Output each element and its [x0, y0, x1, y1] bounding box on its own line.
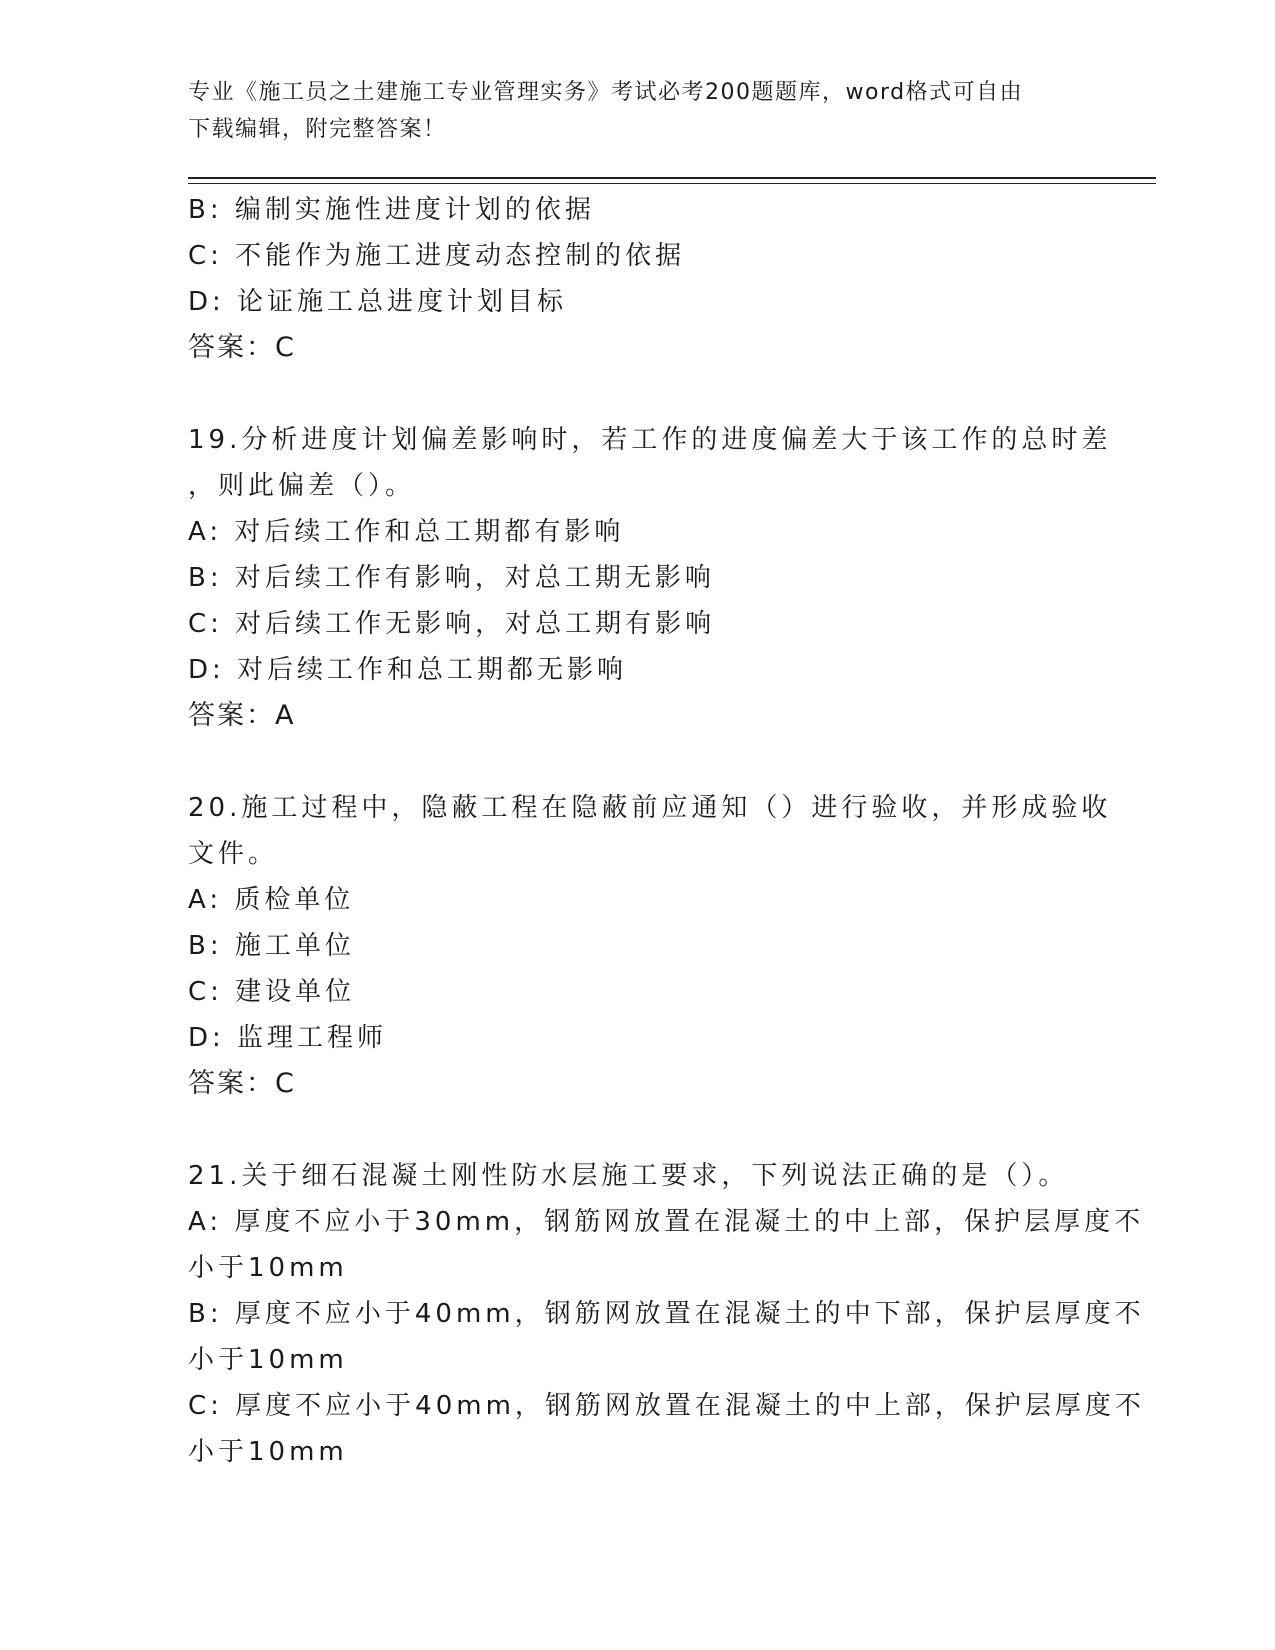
q20-option-a: A: 质检单位: [188, 885, 355, 915]
header-rule-thick: [188, 177, 1156, 179]
header-line-2: 下载编辑，附完整答案！: [188, 117, 447, 142]
q20-option-b: B: 施工单位: [188, 931, 355, 961]
q19-stem-line-2: ，则此偏差（）。: [188, 471, 416, 501]
q21-option-a-line-1: A: 厚度不应小于30mm，钢筋网放置在混凝土的中上部，保护层厚度不: [188, 1207, 1145, 1237]
q19-stem-line-1: 19.分析进度计划偏差影响时，若工作的进度偏差大于该工作的总时差: [188, 425, 1112, 455]
q20-stem-line-1: 20.施工过程中，隐蔽工程在隐蔽前应通知（）进行验收，并形成验收: [188, 793, 1112, 823]
prev-option-c: C: 不能作为施工进度动态控制的依据: [188, 241, 686, 271]
header-rule-thin: [188, 183, 1156, 184]
q21-option-c-line-1: C: 厚度不应小于40mm，钢筋网放置在混凝土的中上部，保护层厚度不: [188, 1391, 1145, 1421]
q21-option-c-line-2: 小于10mm: [188, 1437, 348, 1467]
document-header: [188, 74, 1088, 148]
q21-option-b-line-1: B: 厚度不应小于40mm，钢筋网放置在混凝土的中下部，保护层厚度不: [188, 1299, 1145, 1329]
q19-answer: 答案：A: [188, 700, 296, 731]
q19-option-d: D: 对后续工作和总工期都无影响: [188, 655, 628, 685]
spacer: [188, 739, 1088, 785]
q20-option-d: D: 监理工程师: [188, 1023, 388, 1053]
q19-option-b: B: 对后续工作有影响，对总工期无影响: [188, 563, 715, 593]
q21-option-a-line-2: 小于10mm: [188, 1253, 348, 1283]
header-line-1: 专业《施工员之土建施工专业管理实务》考试必考200题题库，word格式可自由: [188, 80, 1024, 105]
q20-stem-line-2: 文件。: [188, 839, 279, 869]
prev-answer: 答案：C: [188, 332, 296, 363]
prev-option-b: B: 编制实施性进度计划的依据: [188, 195, 595, 225]
q21-option-b-line-2: 小于10mm: [188, 1345, 348, 1375]
q20-option-c: C: 建设单位: [188, 977, 356, 1007]
q19-option-a: A: 对后续工作和总工期都有影响: [188, 517, 625, 547]
question-content: [188, 187, 1145, 1475]
spacer: [188, 371, 1088, 417]
prev-option-d: D: 论证施工总进度计划目标: [188, 287, 568, 317]
q20-answer: 答案：C: [188, 1068, 296, 1099]
spacer: [188, 1107, 1088, 1153]
q21-stem: 21.关于细石混凝土刚性防水层施工要求，下列说法正确的是（）。: [188, 1161, 1069, 1191]
q19-option-c: C: 对后续工作无影响，对总工期有影响: [188, 609, 716, 639]
